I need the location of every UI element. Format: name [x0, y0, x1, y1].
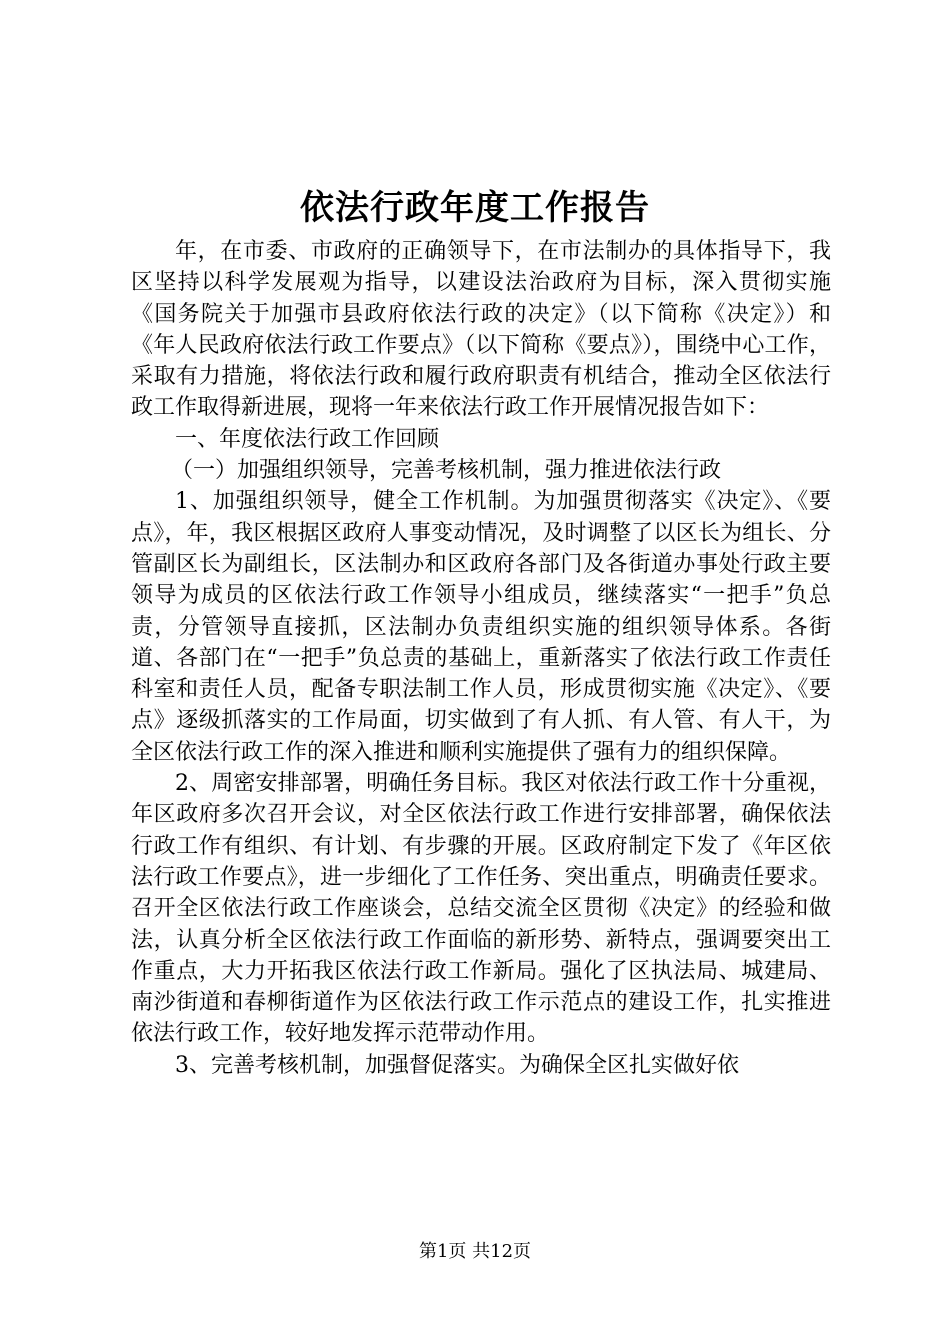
section-heading: 一、年度依法行政工作回顾	[175, 426, 440, 452]
paragraph-item-1: 1、加强组织领导，健全工作机制。为加强贯彻落实《决定》、《要点》，年，我区根据区政府人事变动情况，及时调整了以区长为组长、分管副区长为副组长，区法制办和区政府各部门及各街道办事处行政主要领导为成员的区依法行政工作领导小组成员，继续落实“一把手”负总责，分管领导直接抓，区法制办负责组织实施的组织领导体系。各街道、各部门在“一把手”负总责的基础上，重新落实了依法行政工作责任科室和责任人员，配备专职法制工作人员，形成贯彻实施《决定》、《要点》逐级抓落实的工作局面，切实做到了有人抓、有人管、有人干，为全区依法行政工作的深入推进和顺利实施提供了强有力的组织保障。	[131, 489, 831, 765]
page-number-footer: 第1页 共12页	[418, 1241, 532, 1262]
subsection-heading: （一）加强组织领导，完善考核机制，强力推进依法行政	[171, 458, 722, 484]
paragraph-item-3: 3、完善考核机制，加强督促落实。为确保全区扎实做好依	[175, 1052, 739, 1078]
document-body	[131, 236, 831, 1081]
paragraph-intro: 年，在市委、市政府的正确领导下，在市法制办的具体指导下，我区坚持以科学发展观为指导，以建设法治政府为目标，深入贯彻实施《国务院关于加强市县政府依法行政的决定》（以下简称《决定》）和《年人民政府依法行政工作要点》（以下简称《要点》），围绕中心工作，采取有力措施，将依法行政和履行政府职责有机结合，推动全区依法行政工作取得新进展，现将一年来依法行政工作开展情况报告如下：	[131, 239, 831, 421]
paragraph-item-2: 2、周密安排部署，明确任务目标。我区对依法行政工作十分重视，年区政府多次召开会议，对全区依法行政工作进行安排部署，确保依法行政工作有组织、有计划、有步骤的开展。区政府制定下发了《年区依法行政工作要点》，进一步细化了工作任务、突出重点，明确责任要求。召开全区依法行政工作座谈会，总结交流全区贯彻《决定》的经验和做法，认真分析全区依法行政工作面临的新形势、新特点，强调要突出工作重点，大力开拓我区依法行政工作新局。强化了区执法局、城建局、南沙街道和春柳街道作为区依法行政工作示范点的建设工作，扎实推进依法行政工作，较好地发挥示范带动作用。	[131, 771, 831, 1047]
document-title: 依法行政年度工作报告	[300, 188, 650, 228]
